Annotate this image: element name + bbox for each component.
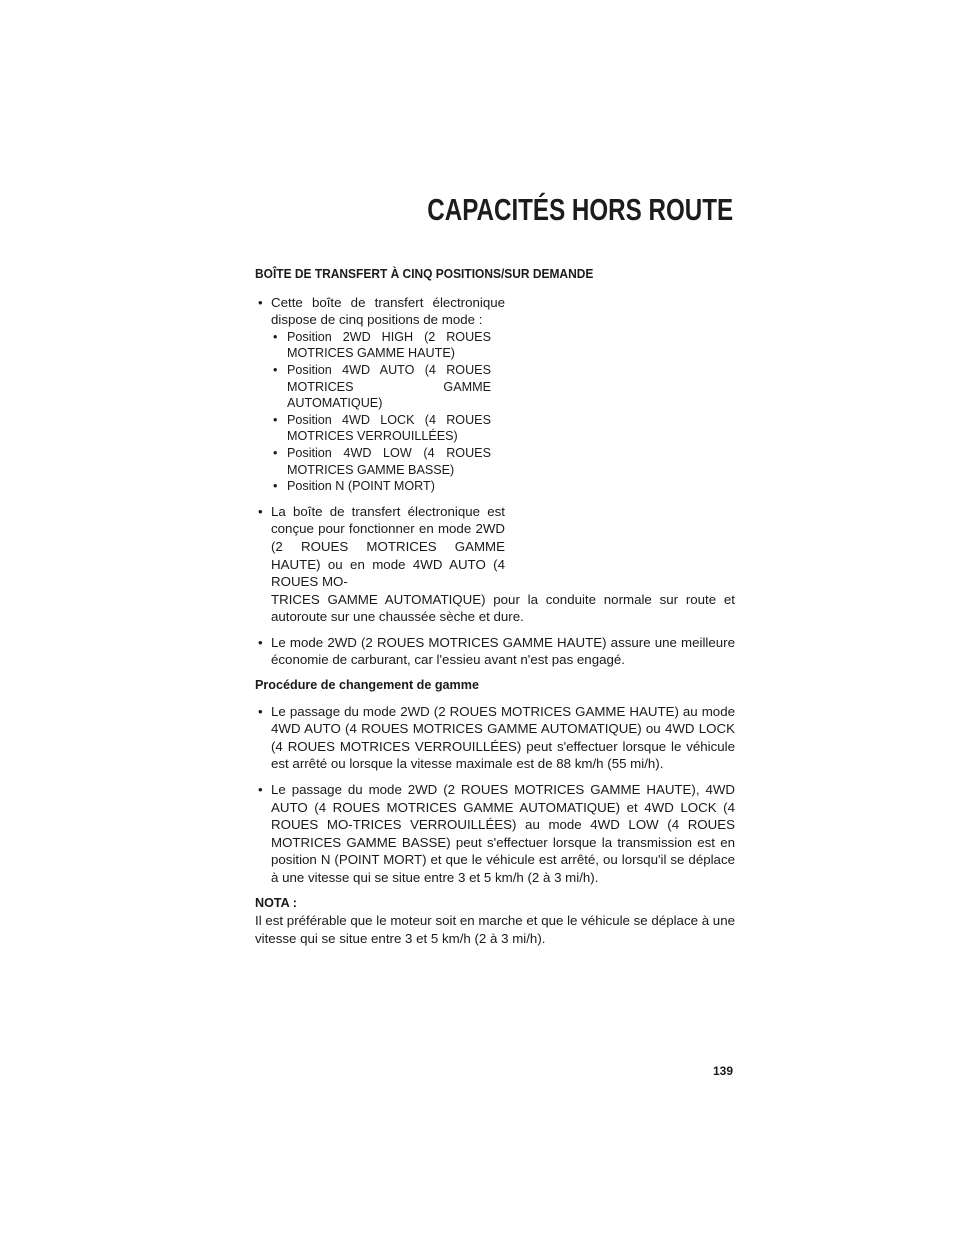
procedure-heading: Procédure de changement de gamme — [255, 678, 479, 693]
mode-item-2wd-high: • Position 2WD HIGH (2 ROUES MOTRICES GAMME HAUTE) — [273, 329, 491, 362]
mode-item-4wd-low: • Position 4WD LOW (4 ROUES MOTRICES GAMME BASSE) — [273, 445, 491, 478]
mode-item-4wd-lock: • Position 4WD LOCK (4 ROUES MOTRICES VERROUILLÉES) — [273, 412, 491, 445]
page-content — [255, 266, 735, 947]
section-heading: BOÎTE DE TRANSFERT À CINQ POSITIONS/SUR DEMANDE — [255, 267, 594, 281]
mode-item-4wd-auto: • Position 4WD AUTO (4 ROUES MOTRICES GAMME AUTOMATIQUE) — [273, 362, 491, 412]
bullet-normal-driving-rest: TRICES GAMME AUTOMATIQUE) pour la conduite normale sur route et autoroute sur une chaussée sèche et dure. — [271, 591, 735, 625]
bullet-shift-to-4wd-low: • Le passage du mode 2WD (2 ROUES MOTRICES GAMME HAUTE), 4WD AUTO (4 ROUES MOTRICES GAMME AUTOMATIQUE) et 4WD LOCK (4 ROUES MO-TRICES VERROUILLÉES) au mode 4WD LOW (4 ROUES MOTRICES GAMME BASSE) peut s'effectuer lorsque la transmission est en position N (POINT MORT) et que le véhicule est arrêté, ou lorsqu'il se déplace à une vitesse qui se situe entre 3 et 5 km/h (2 à 3 mi/h). — [255, 781, 735, 887]
bullet-shift-to-4wd: • Le passage du mode 2WD (2 ROUES MOTRICES GAMME HAUTE) au mode 4WD AUTO (4 ROUES MOTRICES GAMME AUTOMATIQUE) ou 4WD LOCK (4 ROUES MOTRICES VERROUILLÉES) peut s'effectuer lorsque le véhicule est arrêté ou lorsque la vitesse maximale est de 88 km/h (55 mi/h). — [255, 703, 735, 773]
mode-list — [273, 329, 491, 495]
bullet-normal-driving-narrow: • La boîte de transfert électronique est conçue pour fonctionner en mode 2WD (2 ROUES MOTRICES GAMME HAUTE) ou en mode 4WD AUTO (4 ROUES MO- — [271, 503, 505, 590]
bullet-normal-driving — [255, 503, 735, 626]
bullet-fuel-economy: • Le mode 2WD (2 ROUES MOTRICES GAMME HAUTE) assure une meilleure économie de carburant, car l'essieu avant n'est pas engagé. — [255, 634, 735, 669]
page-number: 139 — [712, 1064, 733, 1078]
note-label: NOTA : — [255, 895, 297, 910]
mode-item-neutral: • Position N (POINT MORT) — [273, 478, 491, 495]
bullet-five-positions-text: • Cette boîte de transfert électronique dispose de cinq positions de mode : — [271, 294, 505, 328]
bullet-five-positions — [255, 294, 735, 495]
page-title: CAPACITÉS HORS ROUTE — [427, 192, 733, 227]
note-text: Il est préférable que le moteur soit en marche et que le véhicule se déplace à une vitesse qui se situe entre 3 et 5 km/h (2 à 3 mi/h). — [255, 913, 735, 946]
